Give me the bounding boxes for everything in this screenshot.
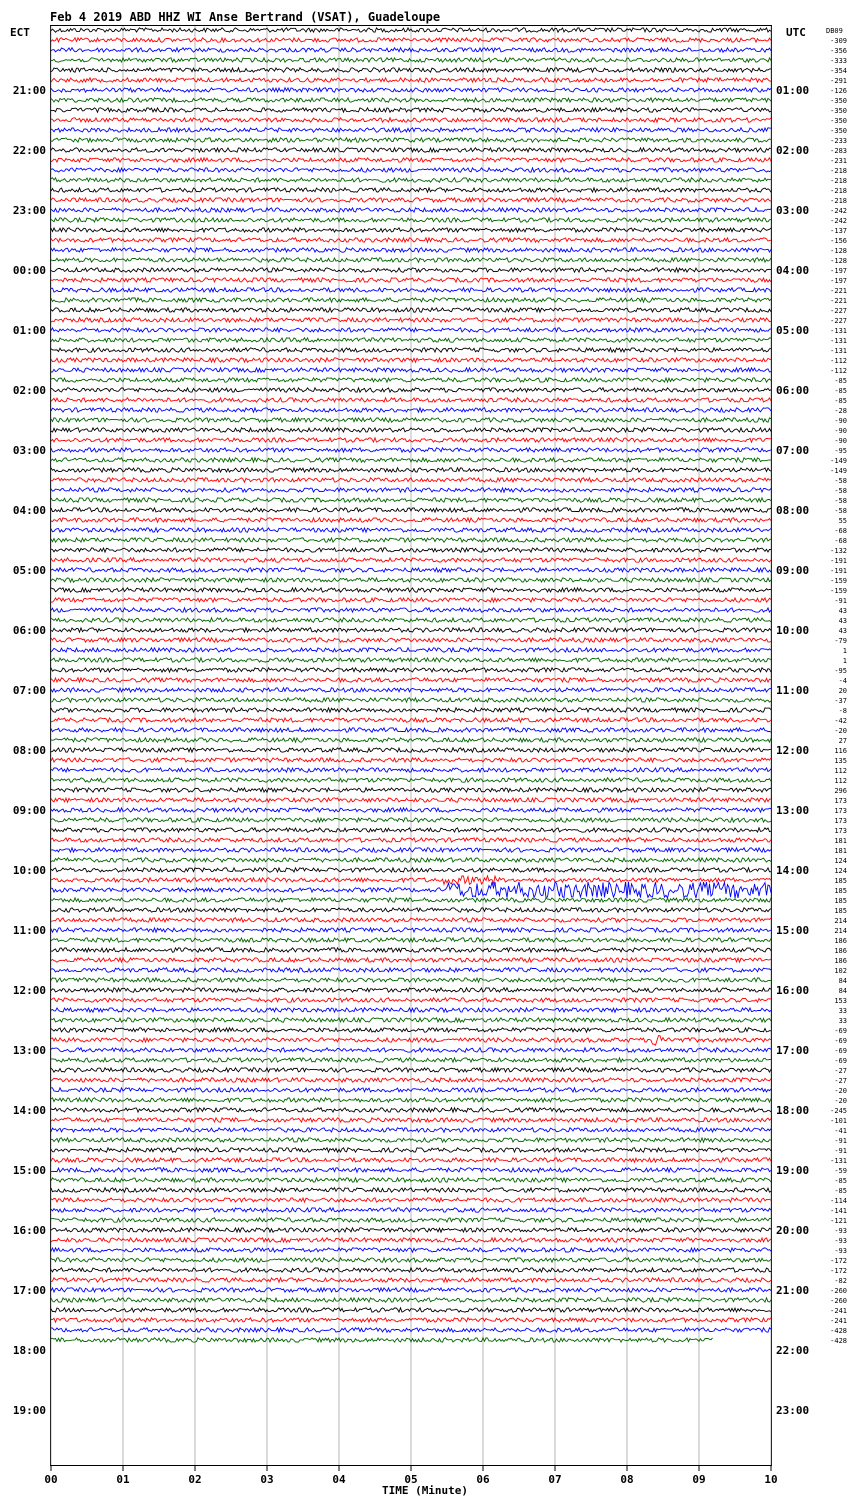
trace-offset-label: 185 (834, 887, 847, 895)
x-tick-label: 01 (116, 1473, 130, 1486)
trace-offset-label: 153 (834, 997, 847, 1005)
trace-offset-label: 185 (834, 907, 847, 915)
trace-offset-label: -191 (830, 557, 847, 565)
x-tick-label: 10 (764, 1473, 778, 1486)
trace-offset-label: -112 (830, 357, 847, 365)
trace-offset-label: -4 (838, 677, 847, 685)
trace-offset-label: -93 (834, 1227, 847, 1235)
trace-offset-label: 102 (834, 967, 847, 975)
trace-offset-label: -245 (830, 1107, 847, 1115)
trace-offset-label: 214 (834, 917, 847, 925)
trace-offset-label: -41 (834, 1127, 847, 1135)
x-tick-label: 05 (404, 1473, 418, 1486)
trace-offset-label: -101 (830, 1117, 847, 1125)
trace-offset-label: -58 (834, 497, 847, 505)
trace-offset-label: -112 (830, 367, 847, 375)
hour-label-right: 12:00 (776, 744, 810, 757)
trace-offset-label: -241 (830, 1317, 847, 1325)
hour-label-right: 11:00 (776, 684, 810, 697)
trace-offset-label: -82 (834, 1277, 847, 1285)
hour-label-left: 03:00 (12, 444, 46, 457)
trace-offset-label: -172 (830, 1267, 847, 1275)
trace-offset-label: 124 (834, 867, 847, 875)
trace-offset-label: -156 (830, 237, 847, 245)
trace-offset-label: 112 (834, 767, 847, 775)
x-tick-label: 07 (548, 1473, 562, 1486)
hour-label-right: 03:00 (776, 204, 810, 217)
trace-offset-label: -91 (834, 597, 847, 605)
hour-label-left: 22:00 (12, 144, 46, 157)
trace-offset-label: -218 (830, 167, 847, 175)
trace-offset-label: -68 (834, 537, 847, 545)
trace-offset-label: -58 (834, 507, 847, 515)
trace-offset-label: -27 (834, 1077, 847, 1085)
hour-label-right: 20:00 (776, 1224, 810, 1237)
trace-offset-label: -20 (834, 727, 847, 735)
trace-offset-label: -242 (830, 217, 847, 225)
trace-offset-label: -260 (830, 1287, 847, 1295)
hour-label-left: 16:00 (12, 1224, 46, 1237)
x-tick-label: 06 (476, 1473, 490, 1486)
trace-offset-label: 185 (834, 877, 847, 885)
trace-offset-label: 173 (834, 817, 847, 825)
hour-label-right: 05:00 (776, 324, 810, 337)
trace-offset-label: -141 (830, 1207, 847, 1215)
hour-label-right: 08:00 (776, 504, 810, 517)
trace-offset-label: -90 (834, 427, 847, 435)
x-tick-label: 08 (620, 1473, 634, 1486)
x-axis-label: TIME (Minute) (381, 1484, 469, 1497)
trace-offset-label: -227 (830, 317, 847, 325)
trace-offset-label: -58 (834, 487, 847, 495)
trace-offset-label: -354 (830, 67, 847, 75)
hour-label-right: 21:00 (776, 1284, 810, 1297)
trace-offset-label: -191 (830, 567, 847, 575)
trace-offset-label: 43 (838, 627, 847, 635)
trace-offset-label: -37 (834, 697, 847, 705)
trace-offset-label: -291 (830, 77, 847, 85)
hour-label-left: 18:00 (12, 1344, 46, 1357)
trace-offset-label: -131 (830, 337, 847, 345)
trace-offset-label: -85 (834, 397, 847, 405)
hour-label-left: 17:00 (12, 1284, 46, 1297)
trace-offset-label: -233 (830, 137, 847, 145)
trace-offset-label: 43 (838, 607, 847, 615)
trace-offset-label: 181 (834, 847, 847, 855)
hour-label-right: 13:00 (776, 804, 810, 817)
trace-offset-label: 296 (834, 787, 847, 795)
trace-offset-label: -428 (830, 1327, 847, 1335)
trace-offset-label: 186 (834, 937, 847, 945)
trace-line (51, 1338, 713, 1342)
trace-offset-label: -126 (830, 87, 847, 95)
trace-offset-label: 27 (838, 737, 847, 745)
hour-label-right: 09:00 (776, 564, 810, 577)
trace-offset-label: -114 (830, 1197, 847, 1205)
trace-offset-label: 20 (838, 687, 847, 695)
hour-label-right: 22:00 (776, 1344, 810, 1357)
chart-title: Feb 4 2019 ABD HHZ WI Anse Bertrand (VSAT), Guadeloupe (50, 10, 441, 24)
offset-header: DB09 (826, 27, 843, 35)
trace-offset-label: -131 (830, 327, 847, 335)
hour-label-left: 10:00 (12, 864, 46, 877)
hour-label-left: 05:00 (12, 564, 46, 577)
trace-offset-label: -350 (830, 127, 847, 135)
hour-label-right: 15:00 (776, 924, 810, 937)
trace-offset-label: -356 (830, 47, 847, 55)
trace-offset-label: -231 (830, 157, 847, 165)
x-tick-label: 09 (692, 1473, 706, 1486)
trace-offset-label: -159 (830, 577, 847, 585)
trace-offset-label: -93 (834, 1237, 847, 1245)
trace-offsets (830, 37, 847, 1345)
trace-offset-label: -172 (830, 1257, 847, 1265)
trace-offset-label: 1 (842, 647, 847, 655)
trace-offset-label: -95 (834, 667, 847, 675)
trace-offset-label: -197 (830, 267, 847, 275)
trace-offset-label: -68 (834, 527, 847, 535)
trace-offset-label: -28 (834, 407, 847, 415)
trace-offset-label: -69 (834, 1037, 847, 1045)
hour-label-left: 00:00 (12, 264, 46, 277)
trace-offset-label: -85 (834, 377, 847, 385)
trace-offset-label: -20 (834, 1097, 847, 1105)
trace-offset-label: -90 (834, 417, 847, 425)
trace-offset-label: 33 (838, 1007, 847, 1015)
trace-offset-label: -79 (834, 637, 847, 645)
trace-offset-label: -20 (834, 1087, 847, 1095)
trace-offset-label: -242 (830, 207, 847, 215)
trace-offset-label: -428 (830, 1337, 847, 1345)
hour-label-right: 06:00 (776, 384, 810, 397)
trace-offset-label: -69 (834, 1057, 847, 1065)
trace-offset-label: -149 (830, 457, 847, 465)
hour-label-right: 23:00 (776, 1404, 810, 1417)
hour-label-left: 04:00 (12, 504, 46, 517)
trace-offset-label: -85 (834, 387, 847, 395)
right-timezone-label: UTC (786, 26, 806, 39)
trace-offset-label: 84 (838, 987, 847, 995)
trace-offset-label: -218 (830, 187, 847, 195)
hour-label-left: 08:00 (12, 744, 46, 757)
hour-label-left: 13:00 (12, 1044, 46, 1057)
trace-offset-label: -333 (830, 57, 847, 65)
trace-offset-label: -91 (834, 1147, 847, 1155)
trace-offset-label: -132 (830, 547, 847, 555)
trace-offset-label: -218 (830, 177, 847, 185)
trace-offset-label: 173 (834, 827, 847, 835)
trace-offset-label: -91 (834, 1137, 847, 1145)
hour-label-right: 18:00 (776, 1104, 810, 1117)
trace-offset-label: -128 (830, 257, 847, 265)
trace-offset-label: -197 (830, 277, 847, 285)
x-tick-label: 00 (44, 1473, 58, 1486)
hour-label-right: 19:00 (776, 1164, 810, 1177)
x-tick-label: 04 (332, 1473, 346, 1486)
hour-label-left: 11:00 (12, 924, 46, 937)
trace-offset-label: -42 (834, 717, 847, 725)
hour-label-right: 01:00 (776, 84, 810, 97)
trace-offset-label: 33 (838, 1017, 847, 1025)
trace-offset-label: 43 (838, 617, 847, 625)
hour-label-left: 14:00 (12, 1104, 46, 1117)
trace-offset-label: -8 (838, 707, 847, 715)
trace-offset-label: 112 (834, 777, 847, 785)
hour-label-left: 06:00 (12, 624, 46, 637)
hour-label-left: 01:00 (12, 324, 46, 337)
trace-offset-label: 214 (834, 927, 847, 935)
trace-offset-label: -159 (830, 587, 847, 595)
trace-offset-label: 173 (834, 807, 847, 815)
hour-label-right: 14:00 (776, 864, 810, 877)
hour-label-left: 21:00 (12, 84, 46, 97)
trace-offset-label: -227 (830, 307, 847, 315)
trace-offset-label: -221 (830, 287, 847, 295)
hour-label-left: 09:00 (12, 804, 46, 817)
trace-offset-label: -131 (830, 347, 847, 355)
trace-offset-label: 55 (838, 517, 847, 525)
hour-label-left: 19:00 (12, 1404, 46, 1417)
trace-offset-label: -95 (834, 447, 847, 455)
left-timezone-label: ECT (10, 26, 30, 39)
trace-offset-label: -59 (834, 1167, 847, 1175)
trace-offset-label: -218 (830, 197, 847, 205)
trace-offset-label: 1 (842, 657, 847, 665)
trace-offset-label: -69 (834, 1047, 847, 1055)
hour-label-left: 15:00 (12, 1164, 46, 1177)
trace-offset-label: -309 (830, 37, 847, 45)
x-tick-label: 02 (188, 1473, 202, 1486)
hour-label-left: 23:00 (12, 204, 46, 217)
trace-offset-label: -350 (830, 117, 847, 125)
trace-offset-label: -260 (830, 1297, 847, 1305)
trace-offset-label: 181 (834, 837, 847, 845)
trace-offset-label: 84 (838, 977, 847, 985)
trace-offset-label: -137 (830, 227, 847, 235)
trace-offset-label: -221 (830, 297, 847, 305)
trace-offset-label: -241 (830, 1307, 847, 1315)
trace-offset-label: 186 (834, 947, 847, 955)
hour-label-right: 16:00 (776, 984, 810, 997)
trace-offset-label: -128 (830, 247, 847, 255)
trace-offset-label: 124 (834, 857, 847, 865)
trace-offset-label: 173 (834, 797, 847, 805)
hour-label-left: 07:00 (12, 684, 46, 697)
hour-label-left: 02:00 (12, 384, 46, 397)
trace-offset-label: 185 (834, 897, 847, 905)
trace-offset-label: -93 (834, 1247, 847, 1255)
trace-offset-label: -131 (830, 1157, 847, 1165)
trace-offset-label: -27 (834, 1067, 847, 1075)
trace-offset-label: -149 (830, 467, 847, 475)
hour-label-right: 07:00 (776, 444, 810, 457)
trace-offset-label: 116 (834, 747, 847, 755)
trace-offset-label: -121 (830, 1217, 847, 1225)
trace-offset-label: 135 (834, 757, 847, 765)
trace-offset-label: -350 (830, 97, 847, 105)
hour-label-right: 02:00 (776, 144, 810, 157)
trace-offset-label: -58 (834, 477, 847, 485)
trace-offset-label: 186 (834, 957, 847, 965)
hour-label-right: 04:00 (776, 264, 810, 277)
hour-label-right: 17:00 (776, 1044, 810, 1057)
trace-offset-label: -85 (834, 1177, 847, 1185)
trace-offset-label: -350 (830, 107, 847, 115)
trace-offset-label: -85 (834, 1187, 847, 1195)
hour-label-right: 10:00 (776, 624, 810, 637)
x-axis (44, 1465, 777, 1486)
trace-offset-label: -90 (834, 437, 847, 445)
hour-label-left: 12:00 (12, 984, 46, 997)
trace-offset-label: -69 (834, 1027, 847, 1035)
trace-offset-label: -283 (830, 147, 847, 155)
x-tick-label: 03 (260, 1473, 274, 1486)
